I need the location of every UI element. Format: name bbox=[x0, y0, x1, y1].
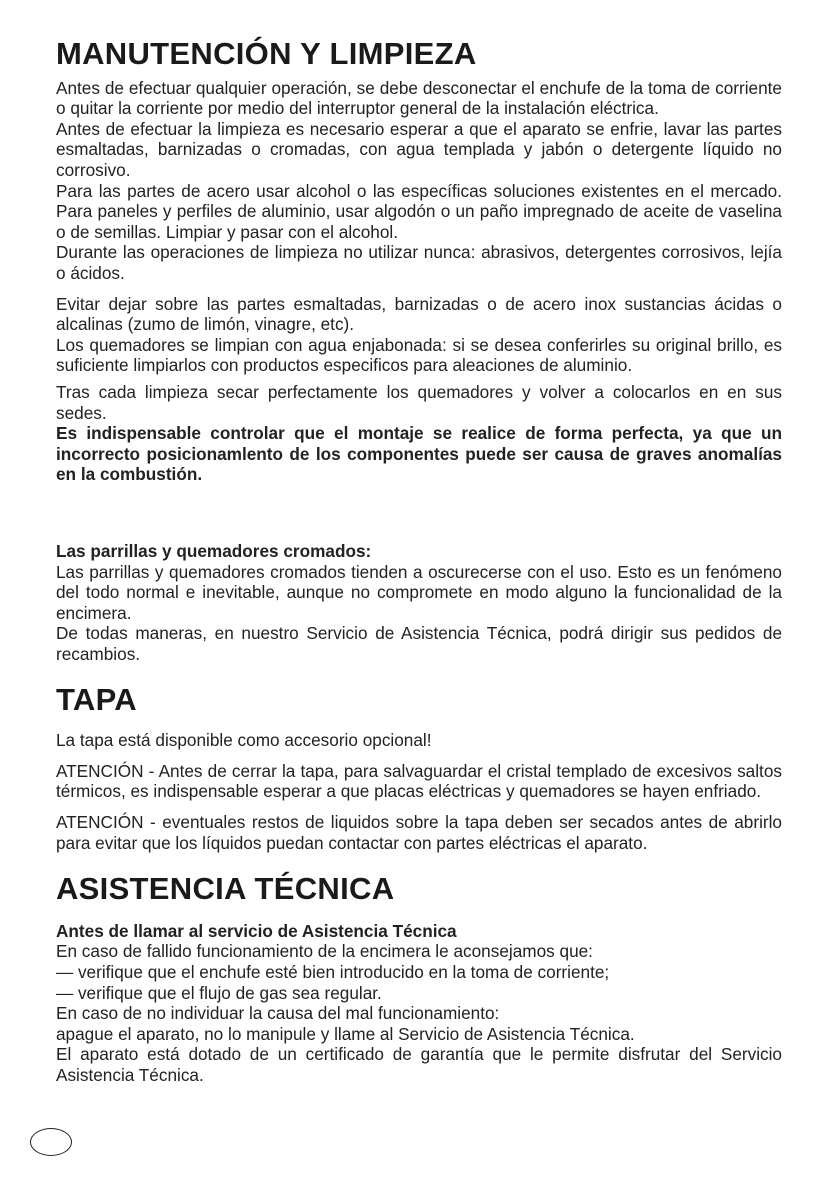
paragraph: De todas maneras, en nuestro Servicio de Asistencia Técnica, podrá dirigir sus pedidos de recambios. bbox=[56, 623, 782, 664]
section-title-tapa: TAPA bbox=[56, 682, 137, 718]
parrillas-block bbox=[56, 541, 782, 665]
parrillas-heading: Las parrillas y quemadores cromados: bbox=[56, 540, 372, 561]
section-body-asistencia bbox=[56, 921, 782, 1086]
text-line: apague el aparato, no lo manipule y llame al Servicio de Asistencia Técnica. bbox=[56, 1023, 635, 1044]
paragraph: ATENCIÓN - Antes de cerrar la tapa, para salvaguardar el cristal templado de excesivos saltos térmicos, es indispensable esperar a que placas eléctricas y quemadores se hayen enfriado. bbox=[56, 760, 782, 802]
paragraph: ATENCIÓN - eventuales restos de liquidos sobre la tapa deben ser secados antes de abrirlo para evitar que los líquidos puedan contactar con partes eléctricas el aparato. bbox=[56, 811, 782, 853]
paragraph: Durante las operaciones de limpieza no utilizar nunca: abrasivos, detergentes corrosivos, lejía o ácidos. bbox=[56, 242, 782, 283]
paragraph: Las parrillas y quemadores cromados tienden a oscurecerse con el uso. Esto es un fenómeno del todo normal e inevitable, aunque no compromete en modo alguno la funcionalidad de la encimera. bbox=[56, 561, 782, 623]
warning-paragraph: Es indispensable controlar que el montaje se realice de forma perfecta, ya que un incorrecto posicionamlento de los componentes puede ser causa de graves anomalías en la combustión. bbox=[56, 423, 782, 485]
text-line: — verifique que el enchufe esté bien introducido en la toma de corriente; bbox=[56, 961, 610, 982]
paragraph: Antes de efectuar qualquier operación, se debe desconectar el enchufe de la toma de corriente o quitar la corriente por medio del interruptor general de la instalación eléctrica. bbox=[56, 77, 782, 119]
paragraph: Para las partes de acero usar alcohol o las específicas soluciones existentes en el mercado. Para paneles y perfiles de aluminio, usar algodón o un paño impregnado de aceite de vaselina o de semillas. Limpiar y pasar con el alcohol. bbox=[56, 180, 782, 242]
paragraph: Antes de efectuar la limpieza es necesario esperar a que el aparato se enfrie, lavar las partes esmaltadas, barnizadas o cromadas, con agua templada y jabón o detergente líquido no corrosivo. bbox=[56, 118, 782, 181]
paragraph: Tras cada limpieza secar perfectamente los quemadores y volver a colocarlos en en sus sedes. bbox=[56, 381, 782, 423]
text-line: En caso de fallido funcionamiento de la encimera le aconsejamos que: bbox=[56, 941, 593, 962]
document-page bbox=[56, 36, 782, 1085]
section-title-asistencia: ASISTENCIA TÉCNICA bbox=[56, 871, 395, 907]
section-body-manutencion bbox=[56, 78, 782, 485]
text-line: El aparato está dotado de un certificado de garantía que le permite disfrutar del Servicio Asistencia Técnica. bbox=[56, 1044, 782, 1085]
paragraph: La tapa está disponible como accesorio opcional! bbox=[56, 730, 432, 751]
text-line: En caso de no individuar la causa del mal funcionamiento: bbox=[56, 1003, 500, 1024]
page-number-circle bbox=[30, 1128, 72, 1156]
asistencia-heading: Antes de llamar al servicio de Asistencia Técnica bbox=[56, 920, 457, 941]
text-line: — verifique que el flujo de gas sea regular. bbox=[56, 982, 382, 1003]
paragraph: Evitar dejar sobre las partes esmaltadas, barnizadas o de acero inox sustancias ácidas o alcalinas (zumo de limón, vinagre, etc). bbox=[56, 293, 782, 335]
section-body-tapa bbox=[56, 730, 782, 853]
paragraph: Los quemadores se limpian con agua enjabonada: si se desea conferirles su original brillo, es suficiente limpiarlos con productos especificos para aleaciones de aluminio. bbox=[56, 334, 782, 376]
section-title-manutencion: MANUTENCIÓN Y LIMPIEZA bbox=[56, 36, 477, 71]
